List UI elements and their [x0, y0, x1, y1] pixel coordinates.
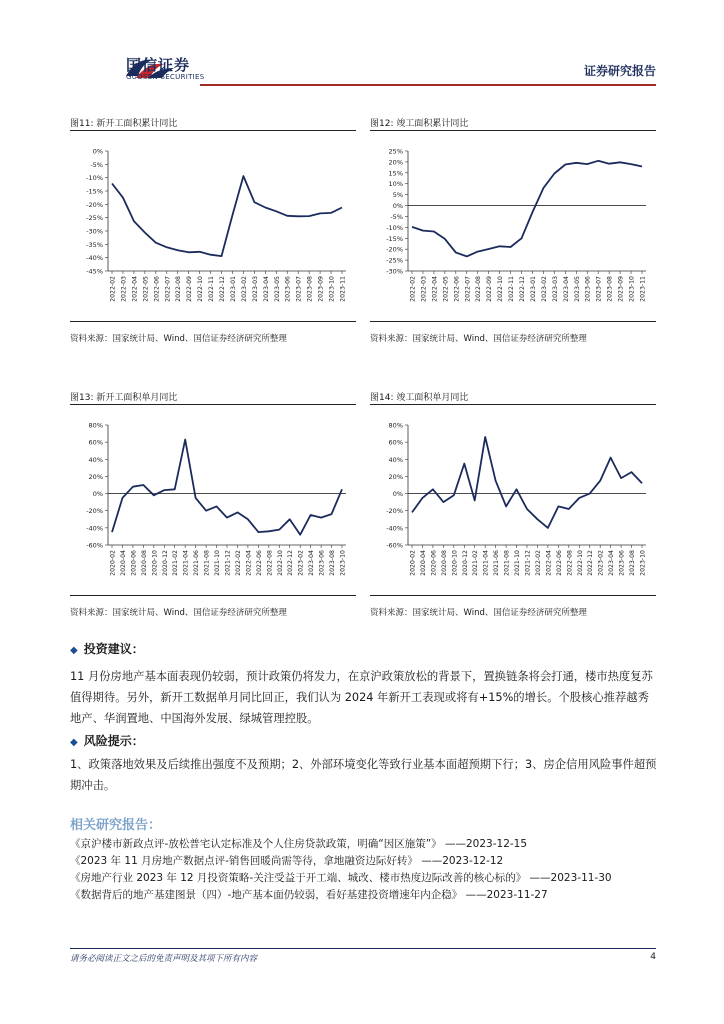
x-tick-label: 2023-06: [318, 550, 326, 576]
y-tick-label: 10%: [388, 180, 403, 189]
x-tick-label: 2022-04: [431, 276, 439, 302]
figure-source: 资料来源：国家统计局、Wind、国信证券经济研究所整理: [70, 608, 287, 618]
x-tick-label: 2023-09: [617, 276, 625, 302]
y-tick-label: -25%: [386, 256, 403, 265]
x-tick-label: 2022-04: [131, 276, 139, 302]
investment-heading: [70, 640, 144, 657]
x-tick-label: 2022-10: [276, 550, 284, 576]
x-tick-label: 2022-06: [153, 276, 161, 302]
y-tick-label: 20%: [388, 472, 403, 481]
series-line: [412, 437, 642, 528]
y-tick-label: -40%: [86, 524, 103, 533]
x-tick-label: 2022-07: [464, 276, 472, 302]
x-tick-label: 2023-10: [328, 276, 336, 302]
figure-box: [70, 404, 356, 596]
footer-disclaimer: 请务必阅读正文之后的免责声明及其项下所有内容: [70, 954, 258, 964]
figure-source: 资料来源：国家统计局、Wind、国信证券经济研究所整理: [370, 608, 587, 618]
y-tick-label: 40%: [388, 455, 403, 464]
x-tick-label: 2022-03: [120, 276, 128, 302]
x-tick-label: 2021-02: [472, 550, 480, 576]
x-tick-label: 2023-11: [339, 276, 347, 302]
chart-svg: [70, 405, 356, 595]
investment-text: 11 月份房地产基本面表现仍较弱，预计政策仍将发力，在京沪政策放松的背景下，置换链条将会打通，楼市热度复苏值得期待。另外，新开工数据单月同比回正，我们认为 2024 年新开工表现或将有+15%的增长。个股核心推荐越秀地产、华润置地、中国海外发展、绿城管理控股。: [70, 670, 653, 725]
y-tick-label: -15%: [86, 187, 103, 196]
x-tick-label: 2023-08: [329, 550, 337, 576]
x-tick-label: 2021-04: [482, 550, 490, 576]
x-tick-label: 2022-02: [109, 276, 117, 302]
page-header: [70, 54, 656, 88]
x-tick-label: 2023-02: [297, 550, 305, 576]
x-tick-label: 2020-10: [151, 550, 159, 576]
figure-source: 资料来源：国家统计局、Wind、国信证券经济研究所整理: [70, 334, 287, 344]
y-tick-label: 40%: [88, 455, 103, 464]
y-tick-label: -15%: [386, 234, 403, 243]
y-tick-label: 60%: [388, 438, 403, 447]
x-tick-label: 2022-10: [497, 276, 505, 302]
x-tick-label: 2023-10: [639, 550, 647, 576]
diamond-bullet-icon: ◆: [70, 645, 78, 656]
figure-source: 资料来源：国家统计局、Wind、国信证券经济研究所整理: [370, 334, 587, 344]
diamond-bullet-icon: ◆: [70, 737, 78, 748]
x-tick-label: 2023-02: [540, 276, 548, 302]
y-tick-label: 0%: [92, 147, 103, 156]
x-tick-label: 2022-08: [566, 550, 574, 576]
x-tick-label: 2023-06: [284, 276, 292, 302]
x-tick-label: 2022-06: [453, 276, 461, 302]
x-tick-label: 2021-02: [172, 550, 180, 576]
y-tick-label: -10%: [86, 174, 103, 183]
x-tick-label: 2023-08: [606, 276, 614, 302]
series-line: [412, 161, 642, 257]
x-tick-label: 2022-11: [508, 276, 516, 302]
x-tick-label: 2022-06: [255, 550, 263, 576]
y-tick-label: 80%: [88, 421, 103, 430]
related-item[interactable]: 《2023 年 11 月房地产数据点评-销售回暖尚需等待，拿地融资边际好转》 ——2023-12-12: [70, 855, 504, 867]
investment-heading-label: 投资建议：: [83, 642, 144, 656]
x-tick-label: 2022-11: [208, 276, 216, 302]
x-tick-label: 2020-12: [161, 550, 169, 576]
y-tick-label: -60%: [86, 541, 103, 550]
y-tick-label: 20%: [388, 158, 403, 167]
x-tick-label: 2023-10: [628, 276, 636, 302]
x-tick-label: 2023-05: [573, 276, 581, 302]
x-tick-label: 2020-04: [119, 550, 127, 576]
y-tick-label: 80%: [388, 421, 403, 430]
y-tick-label: 0%: [92, 490, 103, 499]
series-line: [112, 176, 342, 256]
y-tick-label: -60%: [386, 541, 403, 550]
x-tick-label: 2023-08: [306, 276, 314, 302]
related-item[interactable]: 《京沪楼市新政点评-放松普宅认定标准及个人住房贷款政策，明确“因区施策”》 ——2023-12-15: [70, 838, 528, 850]
y-tick-label: 60%: [88, 438, 103, 447]
x-tick-label: 2021-12: [224, 550, 232, 576]
x-tick-label: 2021-04: [182, 550, 190, 576]
logo-name-en: GUOSEN SECURITIES: [126, 73, 205, 81]
x-tick-label: 2022-02: [534, 550, 542, 576]
x-tick-label: 2020-04: [419, 550, 427, 576]
y-tick-label: -5%: [90, 160, 103, 169]
x-tick-label: 2022-08: [175, 276, 183, 302]
chart-svg: [70, 131, 356, 321]
x-tick-label: 2023-04: [608, 550, 616, 576]
report-type: 证券研究报告: [583, 64, 656, 78]
y-tick-label: -10%: [386, 223, 403, 232]
related-list: [70, 836, 660, 904]
series-line: [112, 440, 342, 535]
x-tick-label: 2023-10: [339, 550, 347, 576]
x-tick-label: 2023-02: [597, 550, 605, 576]
risk-text: 1、政策落地效果及后续推出强度不及预期；2、外部环境变化等致行业基本面超预期下行；3、房企信用风险事件超预期冲击。: [70, 758, 657, 792]
chart-svg: [370, 405, 656, 595]
y-tick-label: 0%: [392, 490, 403, 499]
y-tick-label: 25%: [388, 147, 403, 156]
y-tick-label: -20%: [386, 507, 403, 516]
footer-divider: [70, 948, 656, 949]
x-tick-label: 2022-08: [475, 276, 483, 302]
x-tick-label: 2023-03: [251, 276, 259, 302]
x-tick-label: 2023-03: [551, 276, 559, 302]
x-tick-label: 2022-12: [519, 276, 527, 302]
x-tick-label: 2023-09: [317, 276, 325, 302]
x-tick-label: 2022-10: [576, 550, 584, 576]
related-item[interactable]: 《数据背后的地产基建图景（四）-地产基本面仍较弱，看好基建投资增速年内企稳》 ——2023-11-27: [70, 889, 548, 901]
y-tick-label: -5%: [390, 212, 403, 221]
figure-box: [370, 404, 656, 596]
x-tick-label: 2022-06: [555, 550, 563, 576]
x-tick-label: 2023-06: [618, 550, 626, 576]
y-tick-label: -25%: [86, 214, 103, 223]
x-tick-label: 2022-05: [442, 276, 450, 302]
x-tick-label: 2023-04: [262, 276, 270, 302]
x-tick-label: 2020-08: [440, 550, 448, 576]
x-tick-label: 2022-03: [420, 276, 428, 302]
x-tick-label: 2022-04: [545, 550, 553, 576]
logo-name-cn: 国信证券: [126, 56, 191, 74]
x-tick-label: 2021-10: [214, 550, 222, 576]
x-tick-label: 2023-01: [529, 276, 537, 302]
y-tick-label: -45%: [86, 267, 103, 276]
y-tick-label: -35%: [86, 240, 103, 249]
y-tick-label: -30%: [386, 267, 403, 276]
y-tick-label: -40%: [386, 524, 403, 533]
x-tick-label: 2023-04: [308, 550, 316, 576]
x-tick-label: 2023-07: [595, 276, 603, 302]
x-tick-label: 2020-02: [109, 550, 117, 576]
x-tick-label: 2020-08: [140, 550, 148, 576]
chart-svg: [370, 131, 656, 321]
x-tick-label: 2020-06: [130, 550, 138, 576]
figure-box: [370, 130, 656, 322]
y-tick-label: 5%: [392, 191, 403, 200]
x-tick-label: 2023-04: [562, 276, 570, 302]
y-tick-label: -20%: [86, 200, 103, 209]
y-tick-label: -30%: [86, 227, 103, 236]
x-tick-label: 2022-05: [142, 276, 150, 302]
x-tick-label: 2022-04: [245, 550, 253, 576]
x-tick-label: 2022-12: [219, 276, 227, 302]
x-tick-label: 2022-09: [486, 276, 494, 302]
x-tick-label: 2023-11: [639, 276, 647, 302]
x-tick-label: 2021-10: [514, 550, 522, 576]
x-tick-label: 2022-08: [266, 550, 274, 576]
x-tick-label: 2021-06: [193, 550, 201, 576]
y-tick-label: -20%: [86, 507, 103, 516]
figure-title: 图14: 竣工面积单月同比: [370, 393, 469, 403]
risk-heading: [70, 732, 144, 749]
x-tick-label: 2023-06: [584, 276, 592, 302]
x-tick-label: 2020-06: [430, 550, 438, 576]
x-tick-label: 2021-08: [203, 550, 211, 576]
related-item[interactable]: 《房地产行业 2023 年 12 月投资策略-关注受益于开工端、城改、楼市热度边际改善的核心标的》 ——2023-11-30: [70, 872, 612, 884]
x-tick-label: 2021-12: [524, 550, 532, 576]
x-tick-label: 2023-05: [273, 276, 281, 302]
x-tick-label: 2022-10: [197, 276, 205, 302]
y-tick-label: 15%: [388, 169, 403, 178]
related-heading: 相关研究报告：: [70, 818, 162, 833]
figure-title: 图13: 新开工面积单月同比: [70, 393, 178, 403]
y-tick-label: 20%: [88, 472, 103, 481]
x-tick-label: 2023-08: [629, 550, 637, 576]
x-tick-label: 2020-12: [461, 550, 469, 576]
x-tick-label: 2021-08: [503, 550, 511, 576]
page-number: 4: [650, 952, 656, 962]
x-tick-label: 2022-12: [287, 550, 295, 576]
x-tick-label: 2023-02: [240, 276, 248, 302]
x-tick-label: 2022-02: [234, 550, 242, 576]
x-tick-label: 2022-09: [186, 276, 194, 302]
x-tick-label: 2021-06: [493, 550, 501, 576]
y-tick-label: 0%: [392, 202, 403, 211]
x-tick-label: 2023-01: [229, 276, 237, 302]
figure-title: 图12: 竣工面积累计同比: [370, 119, 469, 129]
risk-heading-label: 风险提示：: [83, 734, 144, 748]
x-tick-label: 2022-12: [587, 550, 595, 576]
header-divider: [200, 84, 656, 86]
y-tick-label: -20%: [386, 245, 403, 254]
y-tick-label: -40%: [86, 254, 103, 263]
x-tick-label: 2023-07: [295, 276, 303, 302]
x-tick-label: 2022-07: [164, 276, 172, 302]
x-tick-label: 2020-02: [409, 550, 417, 576]
figure-box: [70, 130, 356, 322]
x-tick-label: 2022-02: [409, 276, 417, 302]
x-tick-label: 2020-10: [451, 550, 459, 576]
figure-title: 图11: 新开工面积累计同比: [70, 119, 178, 129]
